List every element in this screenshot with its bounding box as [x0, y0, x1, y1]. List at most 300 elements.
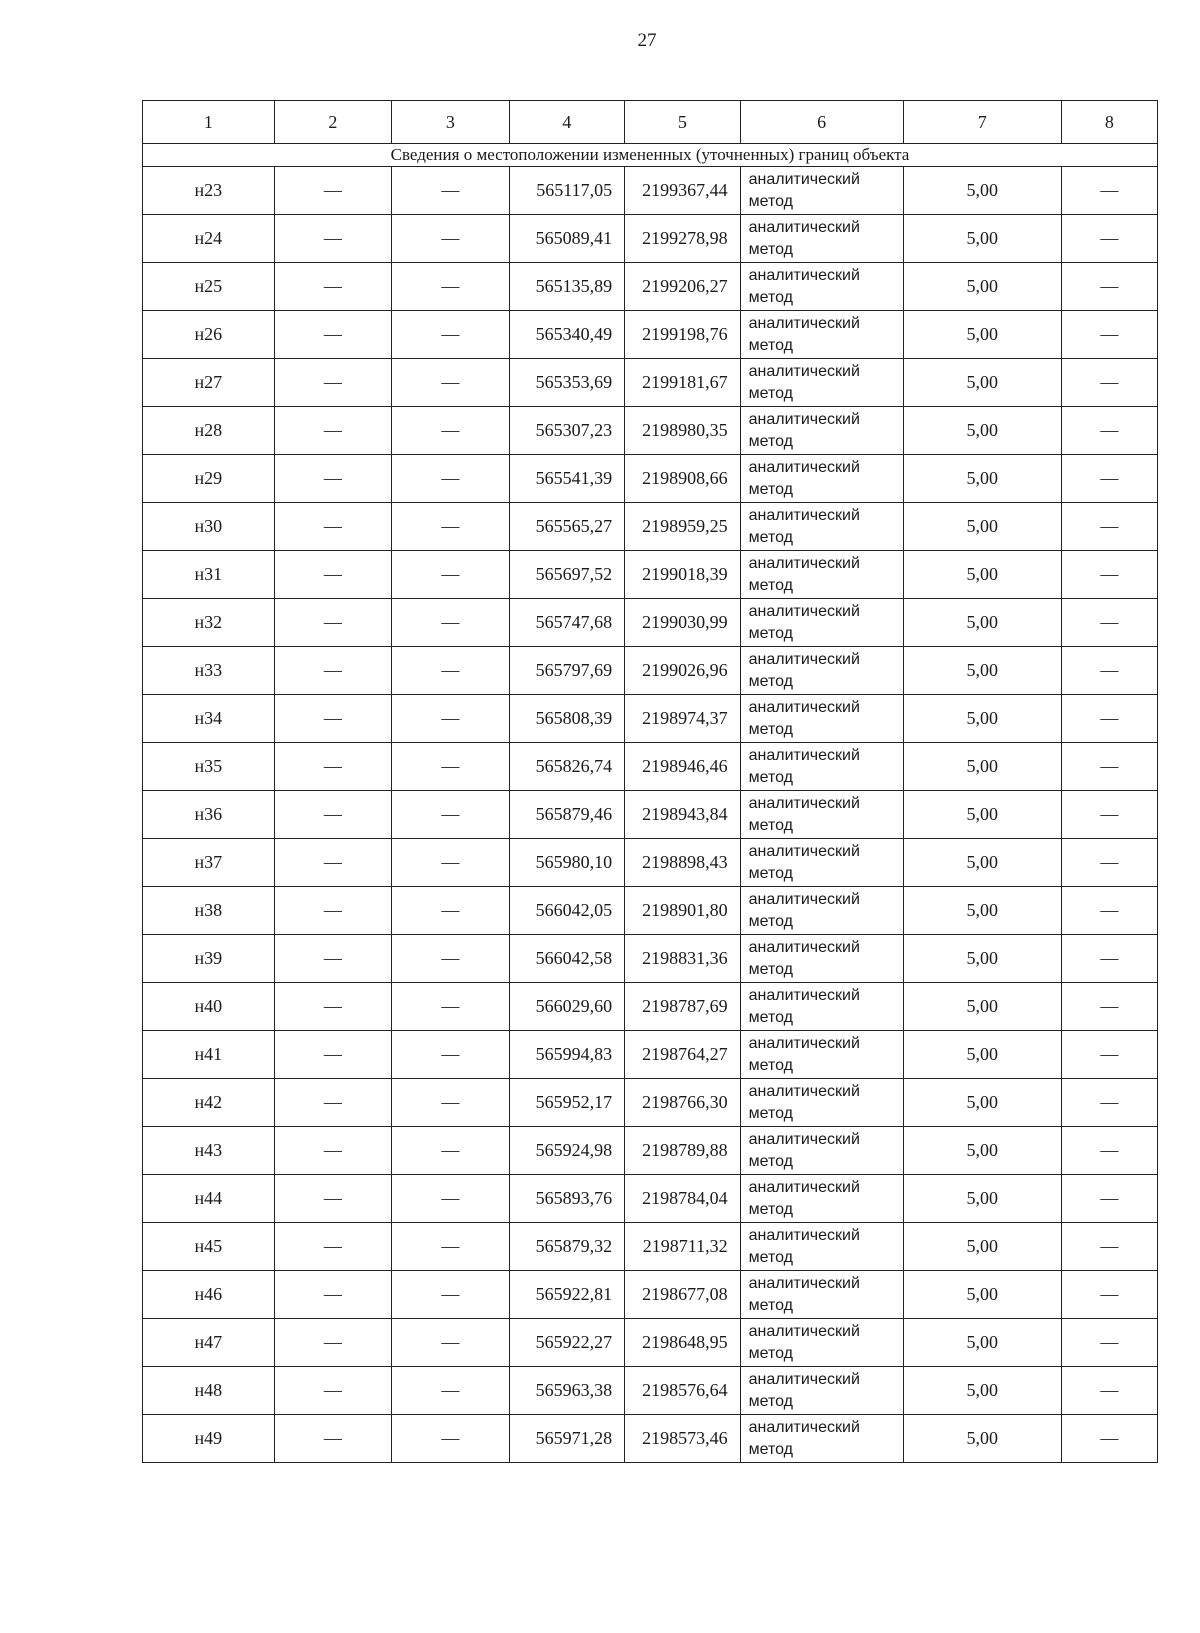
method-cell	[740, 551, 903, 599]
column-3-cell: —	[392, 839, 510, 887]
y-coordinate-cell: 2199018,39	[625, 551, 740, 599]
column-8-cell: —	[1061, 1031, 1157, 1079]
method-cell	[740, 647, 903, 695]
x-coordinate-cell: 565922,81	[509, 1271, 624, 1319]
method-line-1: аналитический	[748, 506, 860, 524]
column-header: 5	[625, 101, 740, 144]
column-2-cell: —	[274, 887, 392, 935]
x-coordinate-cell: 565924,98	[509, 1127, 624, 1175]
method-cell	[740, 1271, 903, 1319]
column-8-cell: —	[1061, 599, 1157, 647]
method-line-2: метод	[748, 1056, 794, 1074]
accuracy-cell: 5,00	[903, 887, 1061, 935]
method-cell	[740, 599, 903, 647]
table-row	[143, 839, 1158, 887]
column-3-cell: —	[392, 1079, 510, 1127]
column-2-cell: —	[274, 599, 392, 647]
point-name-cell: н26	[143, 311, 275, 359]
column-3-cell: —	[392, 311, 510, 359]
y-coordinate-cell: 2198764,27	[625, 1031, 740, 1079]
x-coordinate-cell: 566042,58	[509, 935, 624, 983]
point-name-cell: н28	[143, 407, 275, 455]
column-8-cell: —	[1061, 1079, 1157, 1127]
method-cell	[740, 1127, 903, 1175]
x-coordinate-cell: 565135,89	[509, 263, 624, 311]
page-number: 27	[637, 30, 657, 51]
accuracy-cell: 5,00	[903, 695, 1061, 743]
method-line-2: метод	[748, 1440, 794, 1458]
method-line-1: аналитический	[748, 266, 860, 284]
table-row	[143, 1271, 1158, 1319]
accuracy-cell: 5,00	[903, 1319, 1061, 1367]
y-coordinate-cell: 2198766,30	[625, 1079, 740, 1127]
column-8-cell: —	[1061, 1127, 1157, 1175]
accuracy-cell: 5,00	[903, 407, 1061, 455]
column-3-cell: —	[392, 599, 510, 647]
column-3-cell: —	[392, 455, 510, 503]
point-name-cell: н25	[143, 263, 275, 311]
table-row	[143, 1127, 1158, 1175]
accuracy-cell: 5,00	[903, 1223, 1061, 1271]
column-3-cell: —	[392, 1271, 510, 1319]
table-row	[143, 167, 1158, 215]
x-coordinate-cell: 565353,69	[509, 359, 624, 407]
method-cell	[740, 503, 903, 551]
method-line-2: метод	[748, 672, 794, 690]
column-3-cell: —	[392, 935, 510, 983]
method-line-2: метод	[748, 1200, 794, 1218]
x-coordinate-cell: 565994,83	[509, 1031, 624, 1079]
column-2-cell: —	[274, 647, 392, 695]
method-cell	[740, 887, 903, 935]
point-name-cell: н45	[143, 1223, 275, 1271]
y-coordinate-cell: 2199367,44	[625, 167, 740, 215]
column-3-cell: —	[392, 359, 510, 407]
point-name-cell: н43	[143, 1127, 275, 1175]
y-coordinate-cell: 2198787,69	[625, 983, 740, 1031]
method-line-2: метод	[748, 480, 794, 498]
method-line-2: метод	[748, 912, 794, 930]
column-8-cell: —	[1061, 647, 1157, 695]
y-coordinate-cell: 2198573,46	[625, 1415, 740, 1463]
y-coordinate-cell: 2199278,98	[625, 215, 740, 263]
column-3-cell: —	[392, 1031, 510, 1079]
method-cell	[740, 167, 903, 215]
column-8-cell: —	[1061, 215, 1157, 263]
point-name-cell: н24	[143, 215, 275, 263]
table-row	[143, 311, 1158, 359]
x-coordinate-cell: 565797,69	[509, 647, 624, 695]
method-line-2: метод	[748, 288, 794, 306]
section-title: Сведения о местоположении измененных (уточненных) границ объекта	[143, 144, 1158, 167]
method-cell	[740, 1079, 903, 1127]
method-cell	[740, 455, 903, 503]
column-3-cell: —	[392, 1223, 510, 1271]
column-8-cell: —	[1061, 1319, 1157, 1367]
point-name-cell: н38	[143, 887, 275, 935]
method-line-2: метод	[748, 960, 794, 978]
x-coordinate-cell: 565340,49	[509, 311, 624, 359]
accuracy-cell: 5,00	[903, 1175, 1061, 1223]
accuracy-cell: 5,00	[903, 263, 1061, 311]
column-header-row	[143, 101, 1158, 144]
column-3-cell: —	[392, 743, 510, 791]
column-2-cell: —	[274, 551, 392, 599]
section-title-row	[143, 144, 1158, 167]
point-name-cell: н30	[143, 503, 275, 551]
method-line-1: аналитический	[748, 1226, 860, 1244]
column-header: 6	[740, 101, 903, 144]
method-cell	[740, 1415, 903, 1463]
column-8-cell: —	[1061, 311, 1157, 359]
table-row	[143, 407, 1158, 455]
column-8-cell: —	[1061, 791, 1157, 839]
method-cell	[740, 1367, 903, 1415]
x-coordinate-cell: 566042,05	[509, 887, 624, 935]
point-name-cell: н27	[143, 359, 275, 407]
column-8-cell: —	[1061, 503, 1157, 551]
x-coordinate-cell: 565963,38	[509, 1367, 624, 1415]
y-coordinate-cell: 2199030,99	[625, 599, 740, 647]
column-header: 2	[274, 101, 392, 144]
y-coordinate-cell: 2198946,46	[625, 743, 740, 791]
x-coordinate-cell: 565879,46	[509, 791, 624, 839]
method-line-2: метод	[748, 384, 794, 402]
point-name-cell: н37	[143, 839, 275, 887]
method-line-2: метод	[748, 576, 794, 594]
x-coordinate-cell: 565747,68	[509, 599, 624, 647]
x-coordinate-cell: 565089,41	[509, 215, 624, 263]
y-coordinate-cell: 2199198,76	[625, 311, 740, 359]
method-line-1: аналитический	[748, 1322, 860, 1340]
accuracy-cell: 5,00	[903, 1079, 1061, 1127]
x-coordinate-cell: 565307,23	[509, 407, 624, 455]
x-coordinate-cell: 565541,39	[509, 455, 624, 503]
x-coordinate-cell: 565826,74	[509, 743, 624, 791]
method-cell	[740, 1319, 903, 1367]
column-8-cell: —	[1061, 887, 1157, 935]
point-name-cell: н46	[143, 1271, 275, 1319]
method-cell	[740, 983, 903, 1031]
method-line-1: аналитический	[748, 170, 860, 188]
method-line-2: метод	[748, 528, 794, 546]
y-coordinate-cell: 2198711,32	[625, 1223, 740, 1271]
y-coordinate-cell: 2198789,88	[625, 1127, 740, 1175]
column-8-cell: —	[1061, 839, 1157, 887]
accuracy-cell: 5,00	[903, 791, 1061, 839]
x-coordinate-cell: 565952,17	[509, 1079, 624, 1127]
column-2-cell: —	[274, 1127, 392, 1175]
column-8-cell: —	[1061, 743, 1157, 791]
point-name-cell: н44	[143, 1175, 275, 1223]
accuracy-cell: 5,00	[903, 1271, 1061, 1319]
column-8-cell: —	[1061, 1271, 1157, 1319]
method-cell	[740, 311, 903, 359]
point-name-cell: н42	[143, 1079, 275, 1127]
method-line-2: метод	[748, 1392, 794, 1410]
column-8-cell: —	[1061, 359, 1157, 407]
column-2-cell: —	[274, 1415, 392, 1463]
column-8-cell: —	[1061, 983, 1157, 1031]
method-line-2: метод	[748, 768, 794, 786]
method-line-2: метод	[748, 1296, 794, 1314]
method-line-1: аналитический	[748, 746, 860, 764]
accuracy-cell: 5,00	[903, 215, 1061, 263]
table-row	[143, 599, 1158, 647]
point-name-cell: н33	[143, 647, 275, 695]
column-header: 3	[392, 101, 510, 144]
x-coordinate-cell: 565971,28	[509, 1415, 624, 1463]
column-2-cell: —	[274, 503, 392, 551]
method-line-2: метод	[748, 624, 794, 642]
column-2-cell: —	[274, 215, 392, 263]
method-cell	[740, 359, 903, 407]
column-2-cell: —	[274, 935, 392, 983]
method-cell	[740, 935, 903, 983]
table-row	[143, 791, 1158, 839]
y-coordinate-cell: 2198901,80	[625, 887, 740, 935]
column-3-cell: —	[392, 1319, 510, 1367]
y-coordinate-cell: 2199206,27	[625, 263, 740, 311]
table-row	[143, 215, 1158, 263]
method-line-2: метод	[748, 1344, 794, 1362]
column-2-cell: —	[274, 791, 392, 839]
method-line-1: аналитический	[748, 1034, 860, 1052]
table-row	[143, 983, 1158, 1031]
table-row	[143, 1367, 1158, 1415]
accuracy-cell: 5,00	[903, 599, 1061, 647]
method-line-2: метод	[748, 1008, 794, 1026]
point-name-cell: н47	[143, 1319, 275, 1367]
y-coordinate-cell: 2199026,96	[625, 647, 740, 695]
point-name-cell: н40	[143, 983, 275, 1031]
table-row	[143, 743, 1158, 791]
column-3-cell: —	[392, 167, 510, 215]
column-3-cell: —	[392, 503, 510, 551]
point-name-cell: н48	[143, 1367, 275, 1415]
table-row	[143, 359, 1158, 407]
column-2-cell: —	[274, 695, 392, 743]
method-line-1: аналитический	[748, 314, 860, 332]
x-coordinate-cell: 565565,27	[509, 503, 624, 551]
x-coordinate-cell: 565922,27	[509, 1319, 624, 1367]
table-row	[143, 551, 1158, 599]
x-coordinate-cell: 566029,60	[509, 983, 624, 1031]
y-coordinate-cell: 2198959,25	[625, 503, 740, 551]
method-line-1: аналитический	[748, 1178, 860, 1196]
method-cell	[740, 407, 903, 455]
accuracy-cell: 5,00	[903, 983, 1061, 1031]
column-8-cell: —	[1061, 455, 1157, 503]
method-line-1: аналитический	[748, 1082, 860, 1100]
column-2-cell: —	[274, 359, 392, 407]
table-row	[143, 1415, 1158, 1463]
column-2-cell: —	[274, 1175, 392, 1223]
method-line-1: аналитический	[748, 458, 860, 476]
column-8-cell: —	[1061, 1175, 1157, 1223]
column-2-cell: —	[274, 311, 392, 359]
method-line-1: аналитический	[748, 362, 860, 380]
column-2-cell: —	[274, 407, 392, 455]
column-3-cell: —	[392, 215, 510, 263]
table-row	[143, 887, 1158, 935]
column-2-cell: —	[274, 1079, 392, 1127]
table-row	[143, 1319, 1158, 1367]
y-coordinate-cell: 2198898,43	[625, 839, 740, 887]
column-3-cell: —	[392, 1367, 510, 1415]
column-header: 8	[1061, 101, 1157, 144]
table-row	[143, 1031, 1158, 1079]
column-8-cell: —	[1061, 167, 1157, 215]
point-name-cell: н34	[143, 695, 275, 743]
column-2-cell: —	[274, 455, 392, 503]
y-coordinate-cell: 2198908,66	[625, 455, 740, 503]
method-line-1: аналитический	[748, 1130, 860, 1148]
point-name-cell: н49	[143, 1415, 275, 1463]
method-line-1: аналитический	[748, 410, 860, 428]
method-cell	[740, 695, 903, 743]
method-line-2: метод	[748, 1104, 794, 1122]
column-8-cell: —	[1061, 551, 1157, 599]
method-line-2: метод	[748, 336, 794, 354]
column-8-cell: —	[1061, 935, 1157, 983]
y-coordinate-cell: 2198576,64	[625, 1367, 740, 1415]
point-name-cell: н36	[143, 791, 275, 839]
accuracy-cell: 5,00	[903, 551, 1061, 599]
table-row	[143, 1079, 1158, 1127]
table-row	[143, 263, 1158, 311]
column-2-cell: —	[274, 743, 392, 791]
column-2-cell: —	[274, 263, 392, 311]
method-cell	[740, 215, 903, 263]
method-line-1: аналитический	[748, 890, 860, 908]
column-header: 1	[143, 101, 275, 144]
method-cell	[740, 743, 903, 791]
column-header: 4	[509, 101, 624, 144]
column-2-cell: —	[274, 1271, 392, 1319]
point-name-cell: н29	[143, 455, 275, 503]
method-line-1: аналитический	[748, 698, 860, 716]
column-2-cell: —	[274, 1319, 392, 1367]
y-coordinate-cell: 2198831,36	[625, 935, 740, 983]
method-cell	[740, 839, 903, 887]
y-coordinate-cell: 2198784,04	[625, 1175, 740, 1223]
column-3-cell: —	[392, 263, 510, 311]
method-cell	[740, 263, 903, 311]
x-coordinate-cell: 565980,10	[509, 839, 624, 887]
method-line-1: аналитический	[748, 1370, 860, 1388]
table-row	[143, 1223, 1158, 1271]
y-coordinate-cell: 2198974,37	[625, 695, 740, 743]
column-3-cell: —	[392, 887, 510, 935]
column-3-cell: —	[392, 1127, 510, 1175]
method-cell	[740, 1223, 903, 1271]
method-cell	[740, 1031, 903, 1079]
point-name-cell: н32	[143, 599, 275, 647]
column-8-cell: —	[1061, 695, 1157, 743]
accuracy-cell: 5,00	[903, 743, 1061, 791]
method-line-1: аналитический	[748, 554, 860, 572]
method-cell	[740, 1175, 903, 1223]
table-row	[143, 647, 1158, 695]
point-name-cell: н31	[143, 551, 275, 599]
column-3-cell: —	[392, 407, 510, 455]
accuracy-cell: 5,00	[903, 647, 1061, 695]
method-line-2: метод	[748, 1248, 794, 1266]
column-2-cell: —	[274, 1031, 392, 1079]
y-coordinate-cell: 2198980,35	[625, 407, 740, 455]
y-coordinate-cell: 2199181,67	[625, 359, 740, 407]
accuracy-cell: 5,00	[903, 455, 1061, 503]
accuracy-cell: 5,00	[903, 1031, 1061, 1079]
column-3-cell: —	[392, 695, 510, 743]
column-3-cell: —	[392, 791, 510, 839]
method-line-1: аналитический	[748, 986, 860, 1004]
column-8-cell: —	[1061, 407, 1157, 455]
column-8-cell: —	[1061, 263, 1157, 311]
accuracy-cell: 5,00	[903, 359, 1061, 407]
column-2-cell: —	[274, 839, 392, 887]
method-line-1: аналитический	[748, 794, 860, 812]
point-name-cell: н23	[143, 167, 275, 215]
column-3-cell: —	[392, 647, 510, 695]
y-coordinate-cell: 2198677,08	[625, 1271, 740, 1319]
method-line-2: метод	[748, 240, 794, 258]
table-row	[143, 695, 1158, 743]
method-line-2: метод	[748, 192, 794, 210]
method-line-1: аналитический	[748, 602, 860, 620]
method-line-1: аналитический	[748, 1274, 860, 1292]
accuracy-cell: 5,00	[903, 503, 1061, 551]
column-3-cell: —	[392, 983, 510, 1031]
table-row	[143, 503, 1158, 551]
table-row	[143, 935, 1158, 983]
coordinates-table	[142, 100, 1158, 1463]
table-row	[143, 455, 1158, 503]
x-coordinate-cell: 565697,52	[509, 551, 624, 599]
point-name-cell: н41	[143, 1031, 275, 1079]
method-line-1: аналитический	[748, 218, 860, 236]
method-line-1: аналитический	[748, 1418, 860, 1436]
accuracy-cell: 5,00	[903, 167, 1061, 215]
column-3-cell: —	[392, 551, 510, 599]
x-coordinate-cell: 565879,32	[509, 1223, 624, 1271]
table-row	[143, 1175, 1158, 1223]
column-header: 7	[903, 101, 1061, 144]
method-line-2: метод	[748, 1152, 794, 1170]
column-8-cell: —	[1061, 1367, 1157, 1415]
column-2-cell: —	[274, 1223, 392, 1271]
method-line-1: аналитический	[748, 842, 860, 860]
x-coordinate-cell: 565808,39	[509, 695, 624, 743]
accuracy-cell: 5,00	[903, 311, 1061, 359]
method-cell	[740, 791, 903, 839]
y-coordinate-cell: 2198648,95	[625, 1319, 740, 1367]
point-name-cell: н35	[143, 743, 275, 791]
method-line-2: метод	[748, 816, 794, 834]
column-3-cell: —	[392, 1415, 510, 1463]
column-2-cell: —	[274, 167, 392, 215]
column-3-cell: —	[392, 1175, 510, 1223]
accuracy-cell: 5,00	[903, 1367, 1061, 1415]
method-line-1: аналитический	[748, 938, 860, 956]
method-line-2: метод	[748, 720, 794, 738]
method-line-2: метод	[748, 432, 794, 450]
accuracy-cell: 5,00	[903, 1415, 1061, 1463]
column-2-cell: —	[274, 983, 392, 1031]
column-8-cell: —	[1061, 1223, 1157, 1271]
column-2-cell: —	[274, 1367, 392, 1415]
